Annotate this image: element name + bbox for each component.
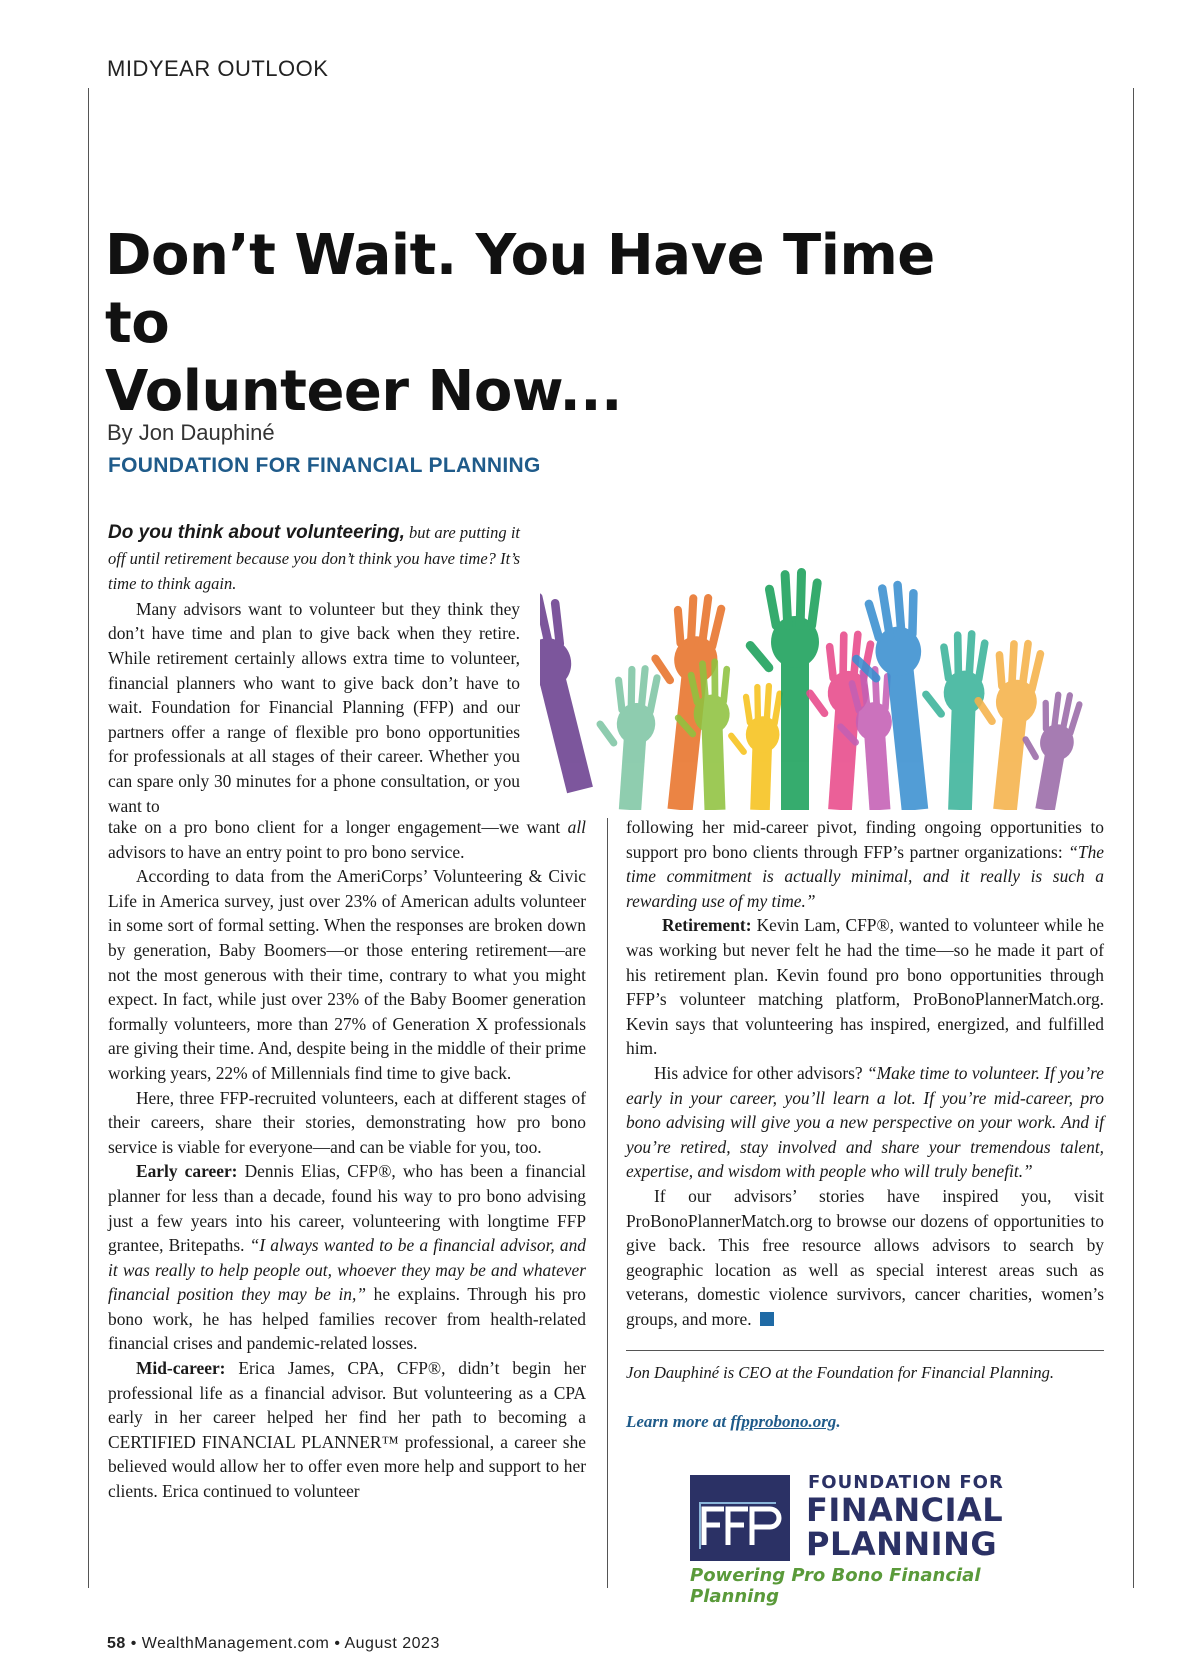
column-divider — [607, 818, 608, 1588]
article-column-2 — [626, 815, 1104, 1331]
learn-more-link[interactable]: ffpprobono.org — [730, 1412, 837, 1431]
lead-strong: Do you think about volunteering, — [108, 522, 405, 543]
paragraph-closing: If our advisors’ stories have inspired you, visit ProBonoPlannerMatch.org to browse our dozens of opportunities to give back. This free resource allows advisors to search by geographic location as well as special interest areas such as veterans, domestic violence survivors, cancer charities, women’s groups, and more. — [626, 1185, 1104, 1329]
paragraph-mid-career-cont: following her mid-career pivot, finding ongoing opportunities to support pro bono clients through FFP’s partner organizations: “The time commitment is actually minimal, and it really is such a rewarding use of my time.” — [626, 817, 1104, 911]
author-organization: FOUNDATION FOR FINANCIAL PLANNING — [108, 454, 541, 477]
learn-more: Learn more at ffpprobono.org. — [626, 1412, 841, 1431]
logo-line-1: FOUNDATION FOR — [808, 1472, 1004, 1493]
paragraph-1a: Many advisors want to volunteer but they think they don’t have time and plan to give back when they retire. While retirement certainly allows extra time to volunteer, financial planners who want to give back don’t have to wait. Foundation for Financial Planning (FFP) and our partners offer a range of flexible pro bono opportunities for professionals at all stages of their career. Whether you can spare only 30 minutes for a phone consultation, or you want to — [108, 598, 520, 816]
logo-line-2: FINANCIAL PLANNING — [806, 1491, 1004, 1563]
paragraph-mid-career: Mid-career: Erica James, CPA, CFP®, didn’t begin her professional life as a financial advisor. But volunteering as a CPA early in her career helped her find her path to becoming a CERTIFIED FINANCIAL PLANNER™ professional, a career she believed would allow her to offer even more help and support to her clients. Erica continued to volunteer — [108, 1358, 586, 1502]
footer-site: WealthManagement.com — [141, 1635, 330, 1652]
hand-shape — [540, 588, 605, 802]
article-column-1 — [108, 815, 586, 1504]
logo-tagline: Powering Pro Bono Financial Planning — [690, 1565, 981, 1607]
hand-shape — [589, 662, 662, 810]
hand-shape — [917, 628, 990, 810]
paragraph-1b: take on a pro bono client for a longer engagement—we want all advisors to have an entry point to pro bono service. — [108, 817, 586, 862]
byline: By Jon Dauphiné — [107, 420, 275, 445]
page-number: 58 — [107, 1635, 126, 1652]
footer-date: August 2023 — [344, 1635, 440, 1652]
article-column-1-top — [108, 520, 520, 818]
title-line-2: Volunteer Now... — [105, 359, 622, 424]
bio-divider — [626, 1350, 1104, 1351]
ffp-logo-mark — [690, 1475, 790, 1561]
hand-shape — [724, 681, 783, 810]
right-page-rule — [1133, 88, 1134, 1588]
paragraph-retirement: Retirement: Kevin Lam, CFP®, wanted to volunteer while he was working but never felt he had the time—so he made it part of his retirement plan. Kevin found pro bono opportunities through FFP’s volunteer matching platform, ProBonoPlannerMatch.org. Kevin says that volunteering has inspired, energized, and fulfilled him. — [626, 915, 1104, 1059]
left-column-rule — [88, 88, 89, 1588]
end-mark-icon — [760, 1312, 774, 1326]
paragraph-advice: His advice for other advisors? “Make time to volunteer. If you’re early in your career, you’ll learn a lot. If you’re mid-career, pro bono advising will give you a new perspective on your work. And if you’re retired, stay involved and share your tremendous talent, expertise, and wisdom with people who will truly benefit.” — [626, 1062, 1104, 1182]
title-line-1: Don’t Wait. You Have Time to — [105, 223, 935, 356]
lead-italic: but are putting it off until retirement because you don’t think you have time? It’s time to think again. — [108, 523, 520, 594]
paragraph-early-career: Early career: Dennis Elias, CFP®, who has been a financial planner for less than a decade, found his way to pro bono advising just a few years into his career, volunteering with longtime FFP grantee, Britepaths. “I always wanted to be a financial advisor, and it was really to help people out, whoever they may be and whatever financial position they may be in,” he explains. Through his pro bono work, he has helped families recover from health-related financial crises and pandemic-related losses. — [108, 1161, 586, 1354]
page-footer: 58 • WealthManagement.com • August 2023 — [107, 1635, 440, 1652]
author-bio: Jon Dauphiné is CEO at the Foundation for Financial Planning. — [626, 1363, 1055, 1382]
section-label: MIDYEAR OUTLOOK — [107, 56, 329, 81]
ffp-monogram-icon — [690, 1475, 790, 1561]
article-title — [105, 222, 1005, 426]
paragraph-2: According to data from the AmeriCorps’ Volunteering & Civic Life in America survey, just over 23% of American adults volunteer in some sort of formal setting. When the responses are broken down by generation, Baby Boomers—or those entering retirement—are not the most generous with their time, contrary to what you might expect. In fact, while just over 23% of the Baby Boomer generation formally volunteers, more than 27% of Generation X professionals are giving their time. And, despite being in the middle of their prime working years, 22% of Millennials find time to give back. — [108, 866, 586, 1083]
raised-hands-illustration — [540, 530, 1100, 810]
ffp-logo — [690, 1465, 1050, 1607]
paragraph-3: Here, three FFP-recruited volunteers, each at different stages of their careers, share their stories, demonstrating how pro bono service is viable for everyone—and can be viable for you, too. — [108, 1087, 586, 1157]
